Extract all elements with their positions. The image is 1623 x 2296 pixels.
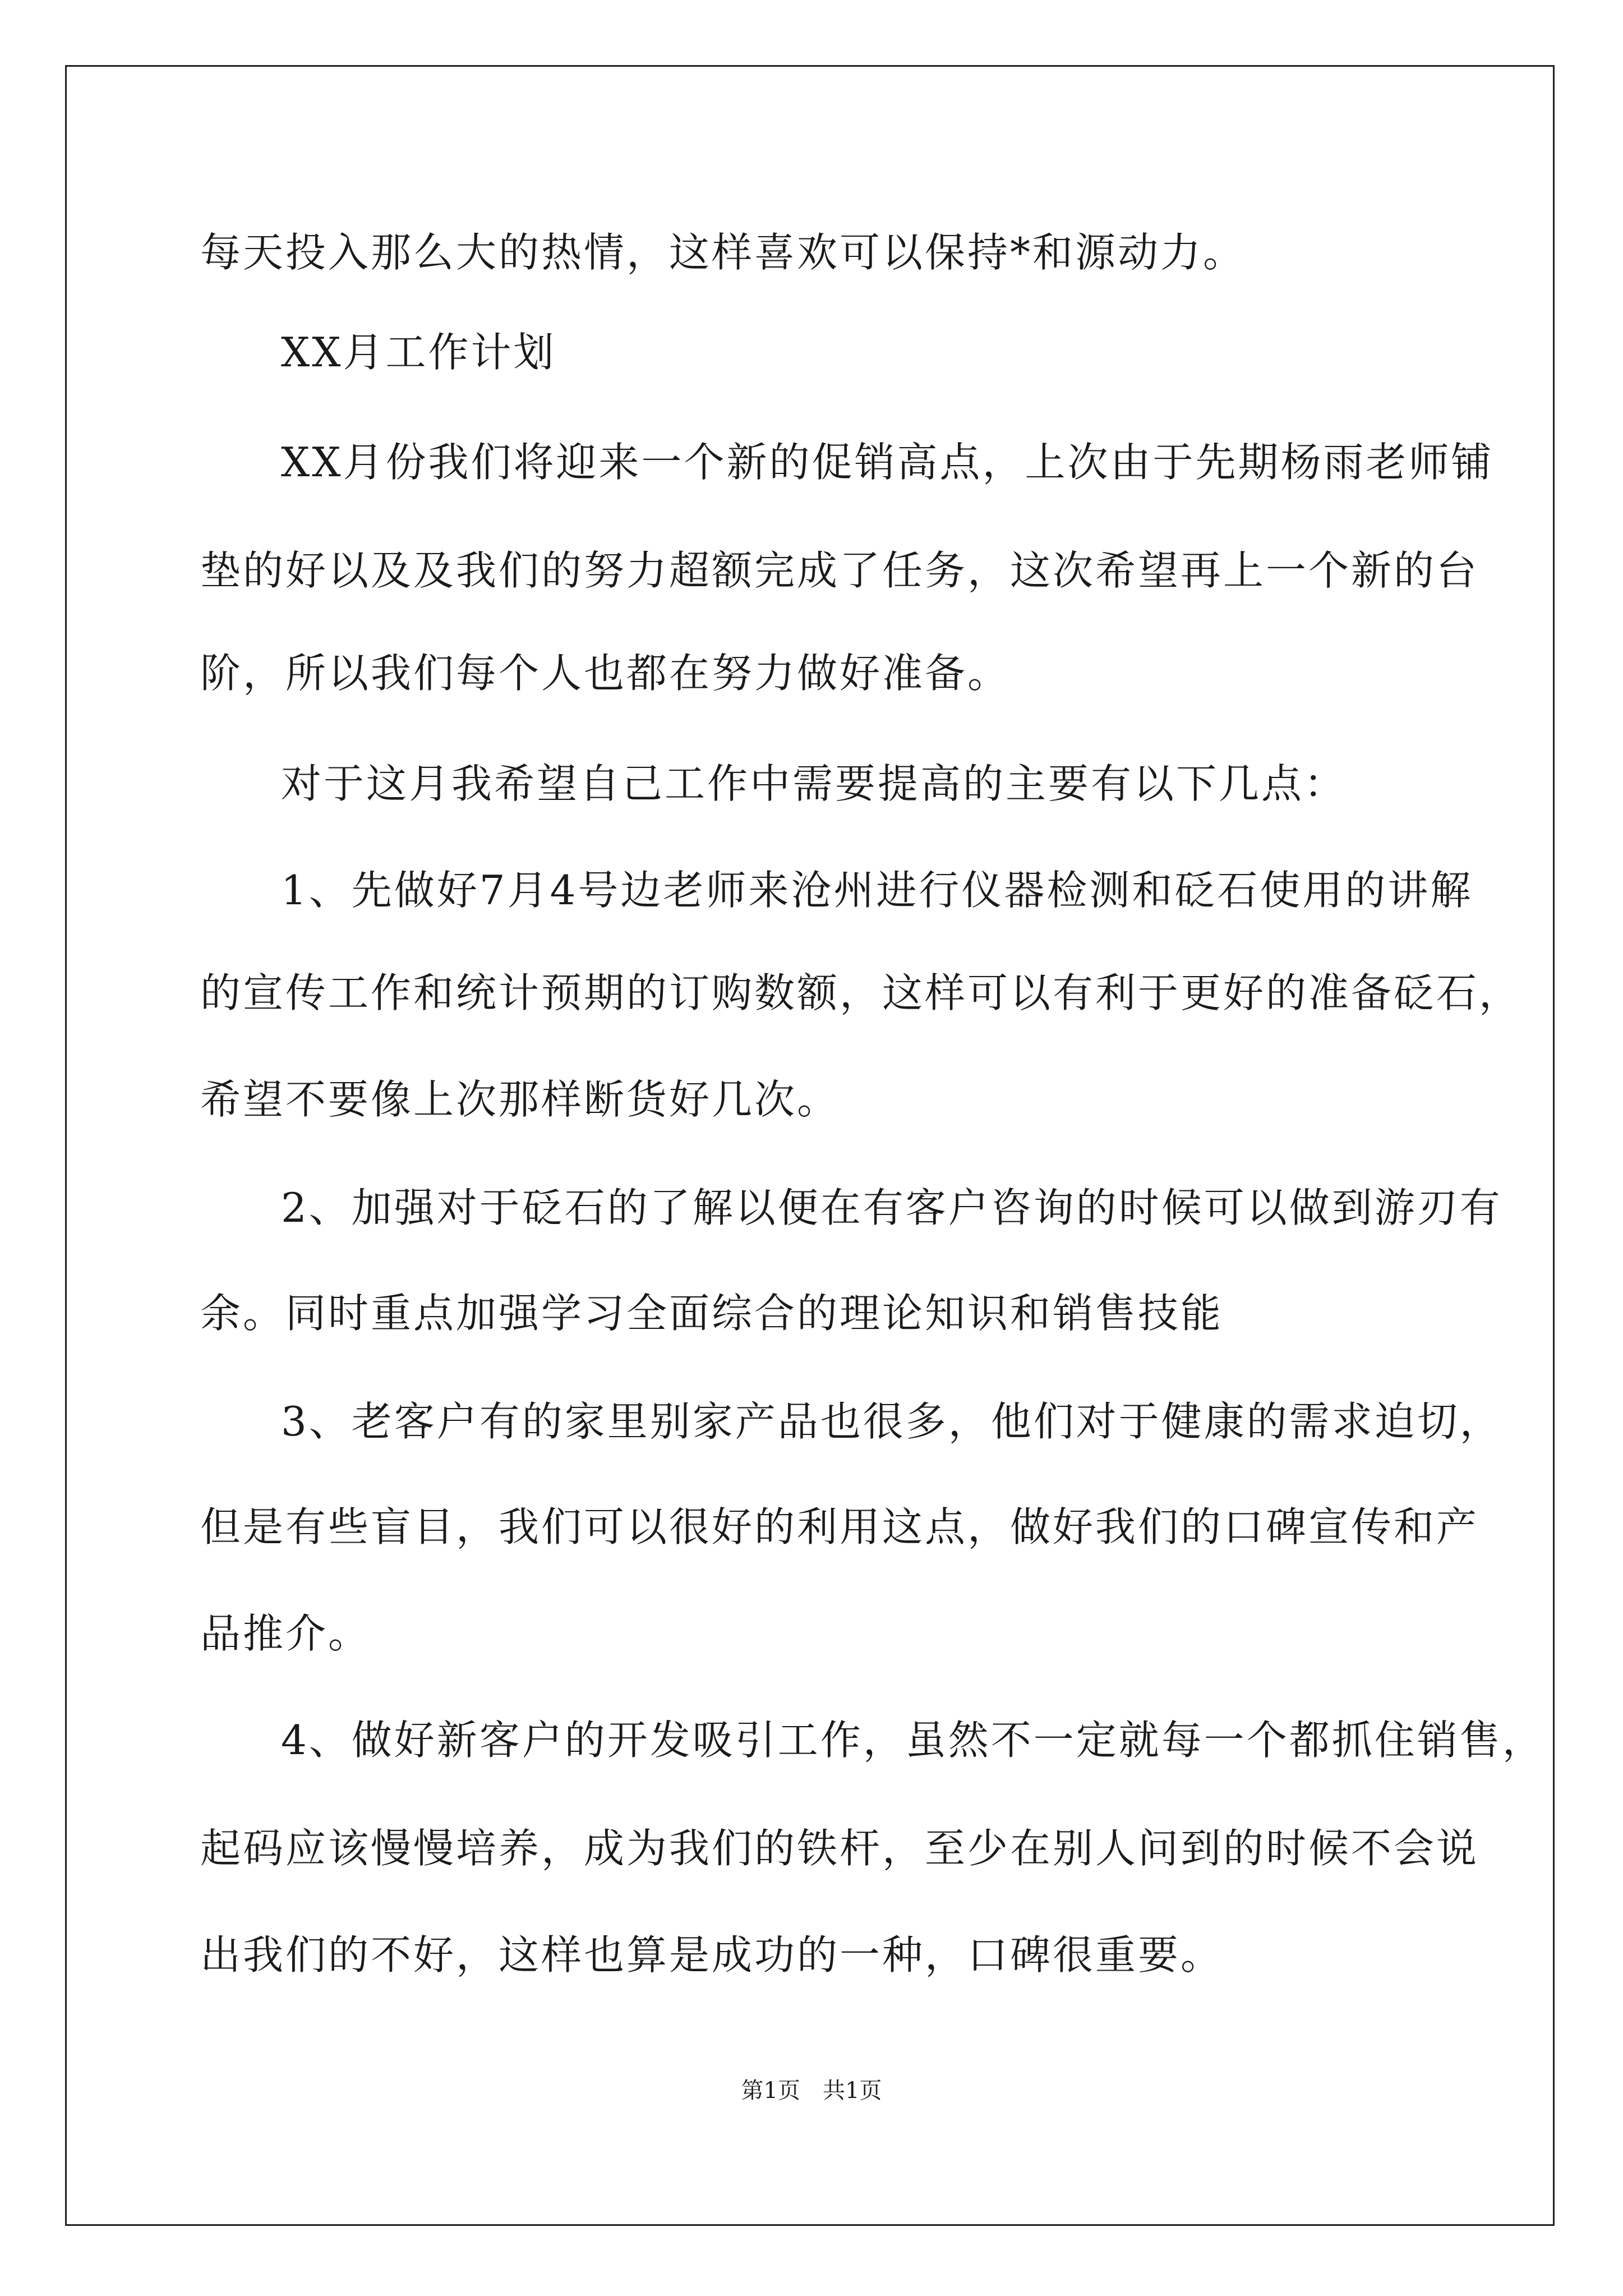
text-line: 1、先做好7月4号边老师来沧州进行仪器检测和砭石使用的讲解 [281,867,1473,914]
text-line: 但是有些盲目，我们可以很好的利用这点，做好我们的口碑宣传和产 [200,1503,1479,1550]
page-border [65,65,1555,2226]
text-line: 的宣传工作和统计预期的订购数额，这样可以有利于更好的准备砭石， [200,969,1522,1016]
text-line: 每天投入那么大的热情，这样喜欢可以保持*和源动力。 [200,229,1246,276]
text-line: 品推介。 [200,1610,371,1657]
text-line: 起码应该慢慢培养，成为我们的铁杆，至少在别人问到的时候不会说 [200,1825,1479,1872]
text-line: 希望不要像上次那样断货好几次。 [200,1076,840,1123]
text-line: 垫的好以及及我们的努力超额完成了任务，这次希望再上一个新的台 [200,547,1479,594]
text-line: 出我们的不好，这样也算是成功的一种，口碑很重要。 [200,1931,1224,1978]
text-line: XX月工作计划 [281,329,556,376]
text-line: 余。同时重点加强学习全面综合的理论知识和销售技能 [200,1290,1224,1337]
text-line: 对于这月我希望自己工作中需要提高的主要有以下几点： [281,760,1347,807]
text-line: XX月份我们将迎来一个新的促销高点，上次由于先期杨雨老师铺 [281,439,1494,486]
text-line: 4、做好新客户的开发吸引工作，虽然不一定就每一个都抓住销售， [281,1717,1545,1764]
text-line: 3、老客户有的家里别家产品也很多，他们对于健康的需求迫切， [281,1398,1502,1445]
page-number-footer: 第1页 共1页 [741,2078,882,2104]
text-line: 阶，所以我们每个人也都在努力做好准备。 [200,650,1011,697]
text-line: 2、加强对于砭石的了解以便在有客户咨询的时候可以做到游刃有 [281,1184,1502,1231]
